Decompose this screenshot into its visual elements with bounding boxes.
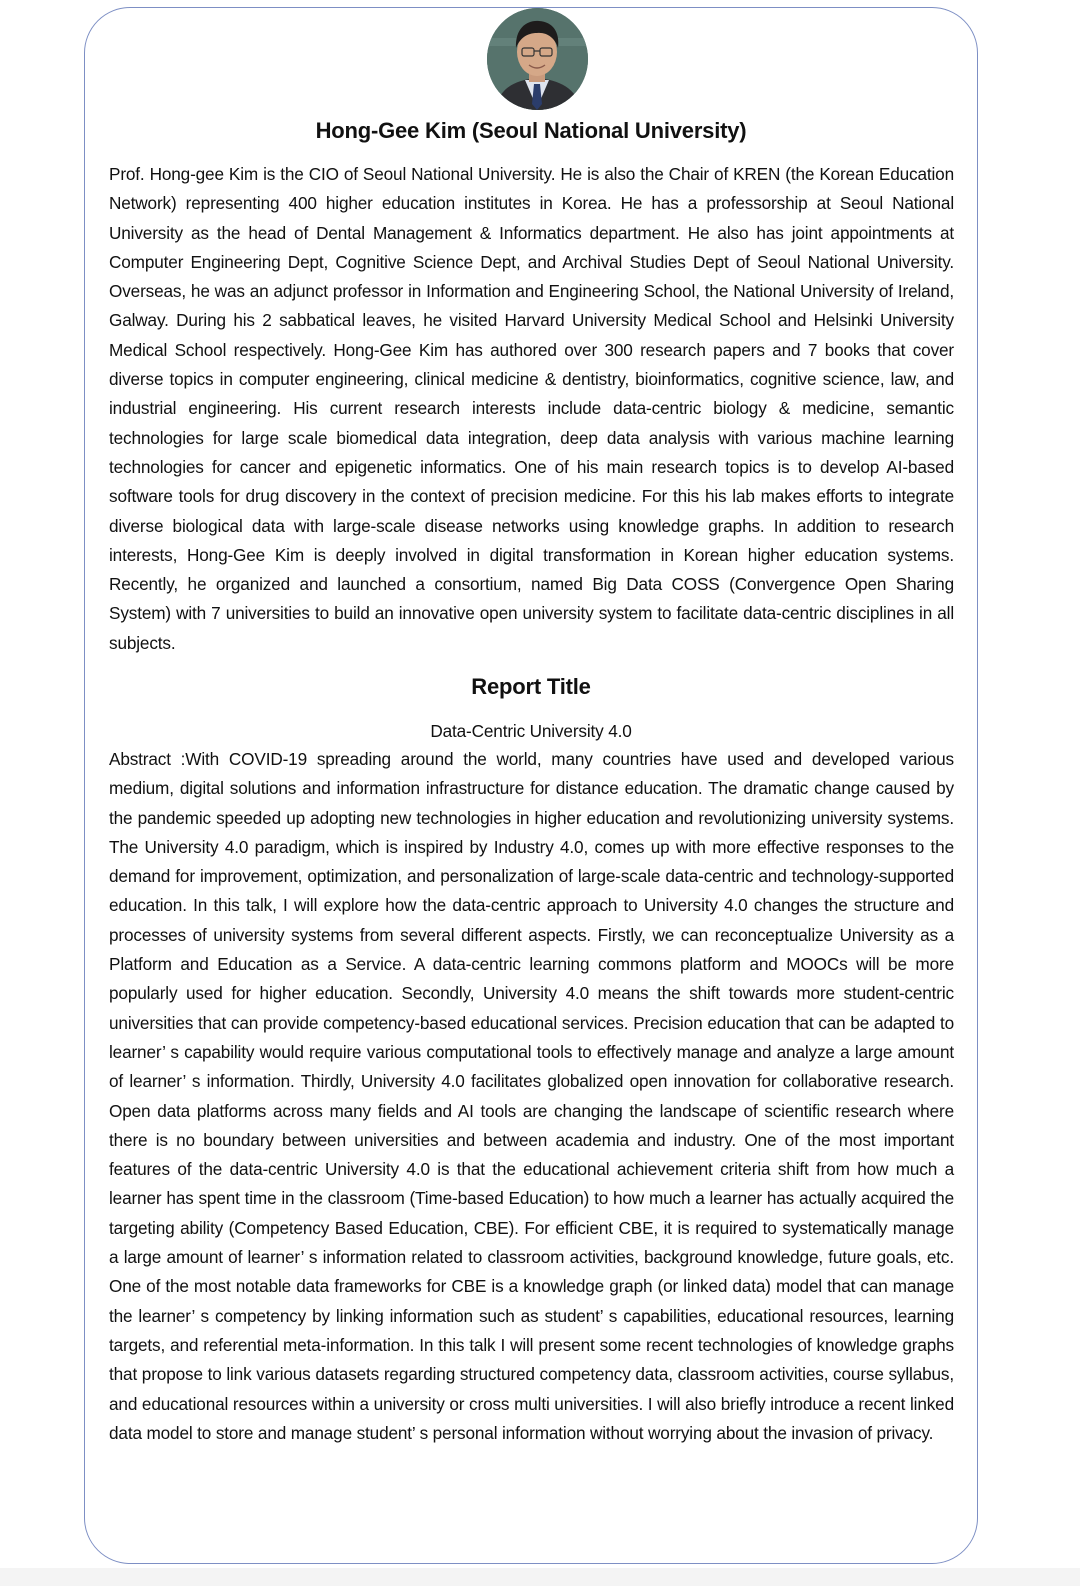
portrait-icon — [487, 8, 588, 110]
speaker-photo — [487, 8, 588, 110]
report-heading: Report Title — [471, 674, 591, 699]
speaker-bio: Prof. Hong-gee Kim is the CIO of Seoul National University. He is also the Chair of KREN (the Korean Education Network) representing 400 higher education institutes in Korea. He has a professorship at Seoul National University as the head of Dental Management & Informatics department. He also has joint appointments at Computer Engineering Dept, Cognitive Science Dept, and Archival Studies Dept of Seoul National University. Overseas, he was an adjunct professor in Information and Engineering School, the National University of Ireland, Galway. During his 2 sabbatical leaves, he visited Harvard University Medical School and Helsinki University Medical School respectively. Hong-Gee Kim has authored over 300 research papers and 7 books that cover diverse topics in computer engineering, clinical medicine & dentistry, bioinformatics, cognitive science, law, and industrial engineering. His current research interests include data-centric biology & medicine, semantic technologies for large scale biomedical data integration, deep data analysis with various machine learning technologies for cancer and epigenetic informatics. One of his main research topics is to develop AI-based software tools for drug discovery in the context of precision medicine. For this his lab makes efforts to integrate diverse biological data with large-scale disease networks using knowledge graphs. In addition to research interests, Hong-Gee Kim is deeply involved in digital transformation in Korean higher education systems. Recently, he organized and launched a consortium, named Big Data COSS (Convergence Open Sharing System) with 7 universities to build an innovative open university system to facilitate data-centric disciplines in all subjects. — [109, 164, 954, 653]
speaker-name-heading: Hong-Gee Kim (Seoul National University) — [315, 118, 747, 143]
page-bottom-band — [0, 1568, 1080, 1586]
report-abstract: Abstract :With COVID-19 spreading around the world, many countries have used and developed various medium, digital solutions and information infrastructure for distance education. The dramatic change caused by the pandemic speeded up adopting new technologies in higher education and revolutionizing university systems. The University 4.0 paradigm, which is inspired by Industry 4.0, comes up with more effective responses to the demand for improvement, optimization, and personalization of large-scale data-centric and technology-supported education. In this talk, I will explore how the data-centric approach to University 4.0 changes the structure and processes of university systems from several different aspects. Firstly, we can reconceptualize University as a Platform and Education as a Service. A data-centric learning commons platform and MOOCs will be more popularly used for higher education. Secondly, University 4.0 means the shift towards more student-centric universities that can provide competency-based educational services. Precision education that can be adapted to learner’ s capability would require various computational tools to effectively manage and analyze a large amount of learner’ s information. Thirdly, University 4.0 facilitates globalized open innovation for collaborative research. Open data platforms across many fields and AI tools are changing the landscape of scientific research where there is no boundary between universities and between academia and industry. One of the most important features of the data-centric University 4.0 is that the educational achievement criteria shift from how much a learner has spent time in the classroom (Time-based Education) to how much a learner has actually acquired the targeting ability (Competency Based Education, CBE). For efficient CBE, it is required to systematically manage a large amount of learner’ s information related to classroom activities, background knowledge, future goals, etc. One of the most notable data frameworks for CBE is a knowledge graph (or linked data) model that can manage the learner’ s competency by linking information such as student’ s capabilities, educational resources, learning targets, and referential meta-information. In this talk I will present some recent technologies of knowledge graphs that propose to link various datasets regarding structured competency data, classroom activities, course syllabus, and educational resources within a university or cross multi universities. I will also briefly introduce a recent linked data model to store and manage student’ s personal information without worrying about the invasion of privacy. — [109, 749, 954, 1443]
report-title: Data-Centric University 4.0 — [430, 721, 632, 741]
